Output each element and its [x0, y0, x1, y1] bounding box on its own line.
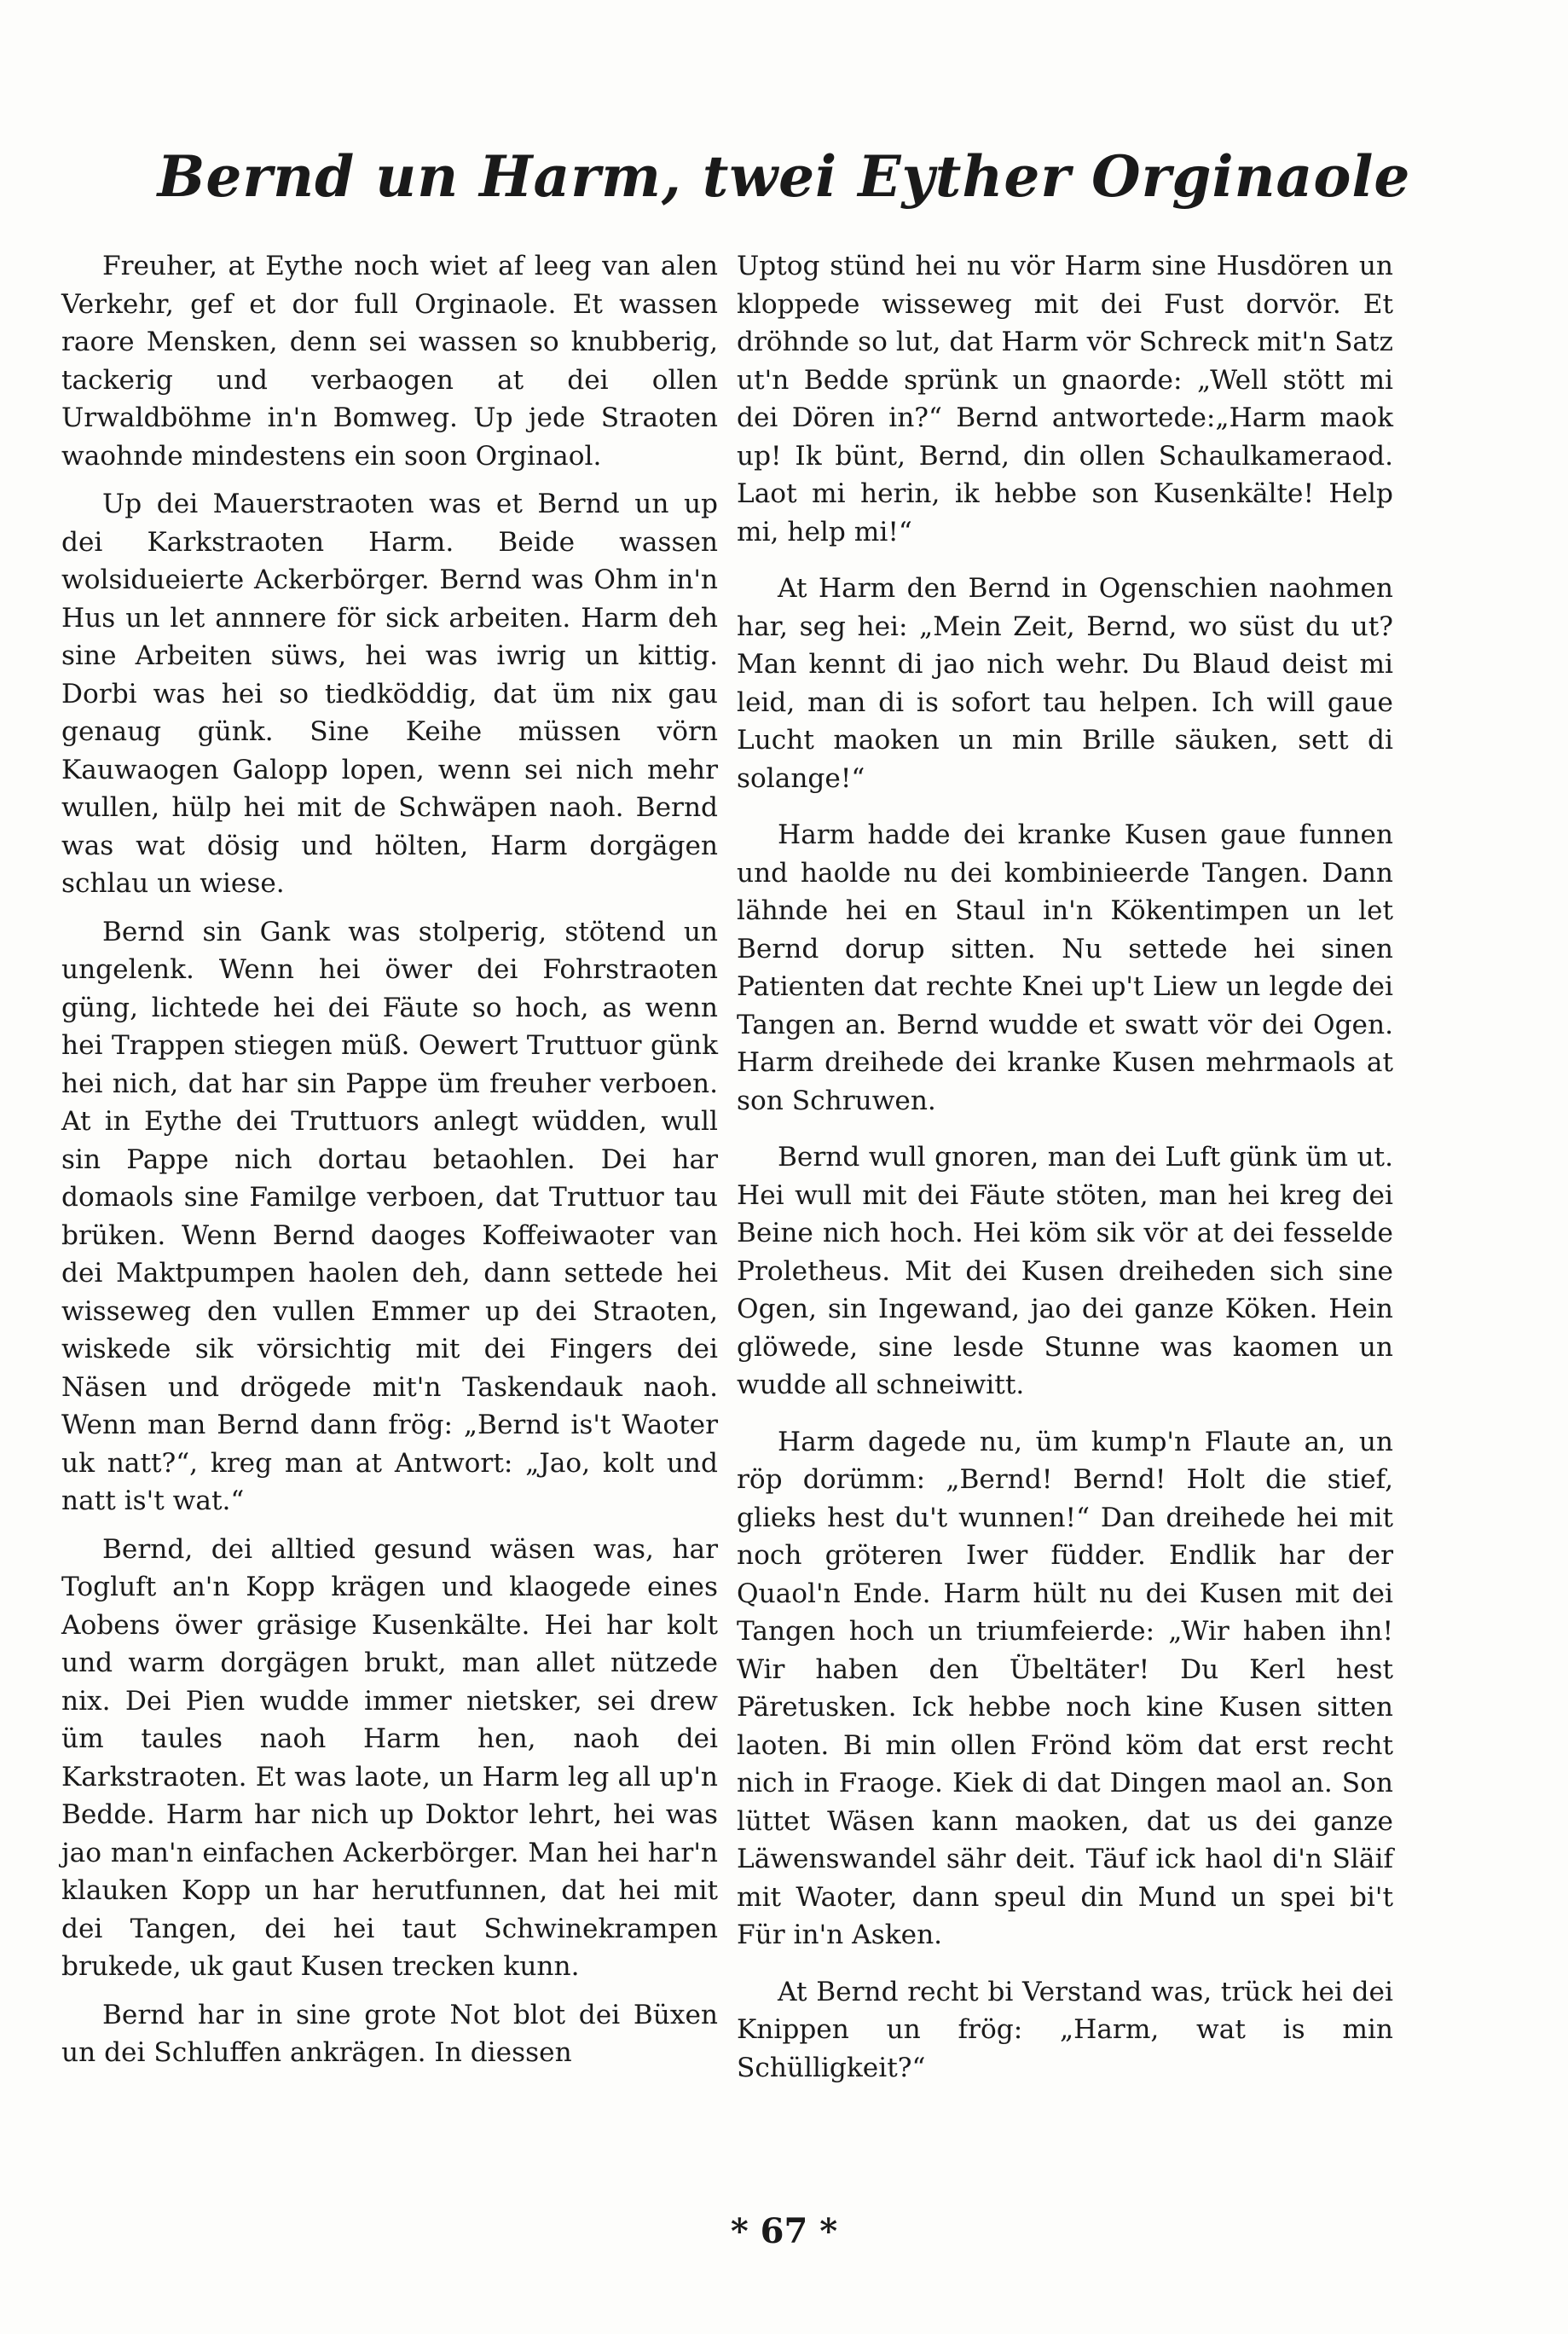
article-title: Bernd un Harm, twei Eyther Orginaole [157, 143, 1411, 210]
paragraph: Up dei Mauerstraoten was et Bernd un up dei Karkstraoten Harm. Beide wassen wolsidueierte Ackerbörger. Bernd was Ohm in'n Hus un let annnere för sick arbeiten. Harm deh sine Arbeiten süws, hei was iwrig un kittig. Dorbi was hei so tiedköddig, dat üm nix gau genaug günk. Sine Keihe müssen vörn Kauwaogen Galopp lopen, wenn sei nich mehr wullen, hülp hei mit de Schwäpen naoh. Bernd was wat dösig und hölten, Harm dorgägen schlau un wiese. [61, 489, 718, 899]
paragraph: Harm hadde dei kranke Kusen gaue funnen und haolde nu dei kombinieerde Tangen. Dann lähnde hei en Staul in'n Kökentimpen un let Bernd dorup sitten. Nu settede hei sinen Patienten dat rechte Knei up't Liew un legde dei Tangen an. Bernd wudde et swatt vör dei Ogen. Harm dreihede dei kranke Kusen mehrmaols at son Schruwen. [737, 820, 1393, 1116]
left-column [61, 247, 718, 2082]
paragraph: Bernd sin Gank was stolperig, stötend un ungelenk. Wenn hei öwer dei Fohrstraoten güng, lichtede hei dei Fäute so hoch, as wenn hei Trappen stiegen müß. Oewert Truttuor günk hei nich, dat har sin Pappe üm freuher verboen. At in Eythe dei Truttuors anlegt wüdden, wull sin Pappe nich dortau betaohlen. Dei har domaols sine Familge verboen, dat Truttuor tau brüken. Wenn Bernd daoges Koffeiwaoter van dei Maktpumpen haolen deh, dann settede hei wisseweg den vullen Emmer up dei Straoten, wiskede sik vörsichtig mit dei Fingers dei Näsen und drögede mit'n Taskendauk naoh. Wenn man Bernd dann frög: „Bernd is't Waoter uk natt?“, kreg man at Antwort: „Jao, kolt und natt is't wat.“ [61, 916, 718, 1516]
paragraph: Harm dagede nu, üm kump'n Flaute an, un röp dorümm: „Bernd! Bernd! Holt die stief, glieks hest du't wunnen!“ Dan dreihede hei mit noch gröteren Iwer füdder. Endlik har der Quaol'n Ende. Harm hült nu dei Kusen mit dei Tangen hoch un triumfeierde: „Wir haben ihn! Wir haben den Übeltäter! Du Kerl hest Päretusken. Ick hebbe noch kine Kusen sitten laoten. Bi min ollen Frönd köm dat erst recht nich in Fraoge. Kiek di dat Dingen maol an. Son lüttet Wäsen kann maoken, dat us dei ganze Läwenswandel sähr deit. Täuf ick haol di'n Släif mit Waoter, dann speul din Mund un spei bi't Für in'n Asken. [737, 1426, 1393, 1950]
right-column [737, 247, 1393, 2097]
paragraph: At Harm den Bernd in Ogenschien naohmen har, seg hei: „Mein Zeit, Bernd, wo süst du ut? Man kennt di jao nich wehr. Du Blaud deist mi leid, man di is sofort tau helpen. Ich will gaue Lucht maoken un min Brille säuken, sett di solange!“ [737, 573, 1393, 794]
paragraph: At Bernd recht bi Verstand was, trück hei dei Knippen un frög: „Harm, wat is min Schülligkeit?“ [737, 1976, 1393, 2083]
page-number: * 67 * [730, 2211, 838, 2251]
paragraph: Bernd har in sine grote Not blot dei Büxen un dei Schluffen ankrägen. In diessen [61, 1999, 718, 2068]
paragraph: Freuher, at Eythe noch wiet af leeg van alen Verkehr, gef et dor full Orginaole. Et wassen raore Mensken, denn sei wassen so knubberig, tackerig und verbaogen at dei ollen Urwaldböhme in'n Bomweg. Up jede Straoten waohnde mindestens ein soon Orginaol. [61, 251, 718, 472]
paragraph: Bernd, dei alltied gesund wäsen was, har Togluft an'n Kopp krägen und klaogede eines Aobens öwer gräsige Kusenkälte. Hei har kolt und warm dorgägen brukt, man allet nützede nix. Dei Pien wudde immer nietsker, sei drew üm taules naoh Harm hen, naoh dei Karkstraoten. Et was laote, un Harm leg all up'n Bedde. Harm har nich up Doktor lehrt, hei was jao man'n einfachen Ackerbörger. Man hei har'n klauken Kopp un har herutfunnen, dat hei mit dei Tangen, dei hei taut Schwinekrampen brukede, uk gaut Kusen trecken kunn. [61, 1533, 718, 1982]
paragraph: Bernd wull gnoren, man dei Luft günk üm ut. Hei wull mit dei Fäute stöten, man hei kreg dei Beine nich hoch. Hei köm sik vör at dei fesselde Proletheus. Mit dei Kusen dreiheden sich sine Ogen, sin Ingewand, jao dei ganze Köken. Hein glöwede, sine lesde Stunne was kaomen un wudde all schneiwitt. [737, 1142, 1393, 1400]
paragraph: Uptog stünd hei nu vör Harm sine Husdören un kloppede wisseweg mit dei Fust dorvör. Et dröhnde so lut, dat Harm vör Schreck mit'n Satz ut'n Bedde sprünk un gnaorde: „Well stött mi dei Dören in?“ Bernd antwortede:„Harm maok up! Ik bünt, Bernd, din ollen Schaulkameraod. Laot mi herin, ik hebbe son Kusenkälte! Help mi, help mi!“ [737, 251, 1393, 547]
